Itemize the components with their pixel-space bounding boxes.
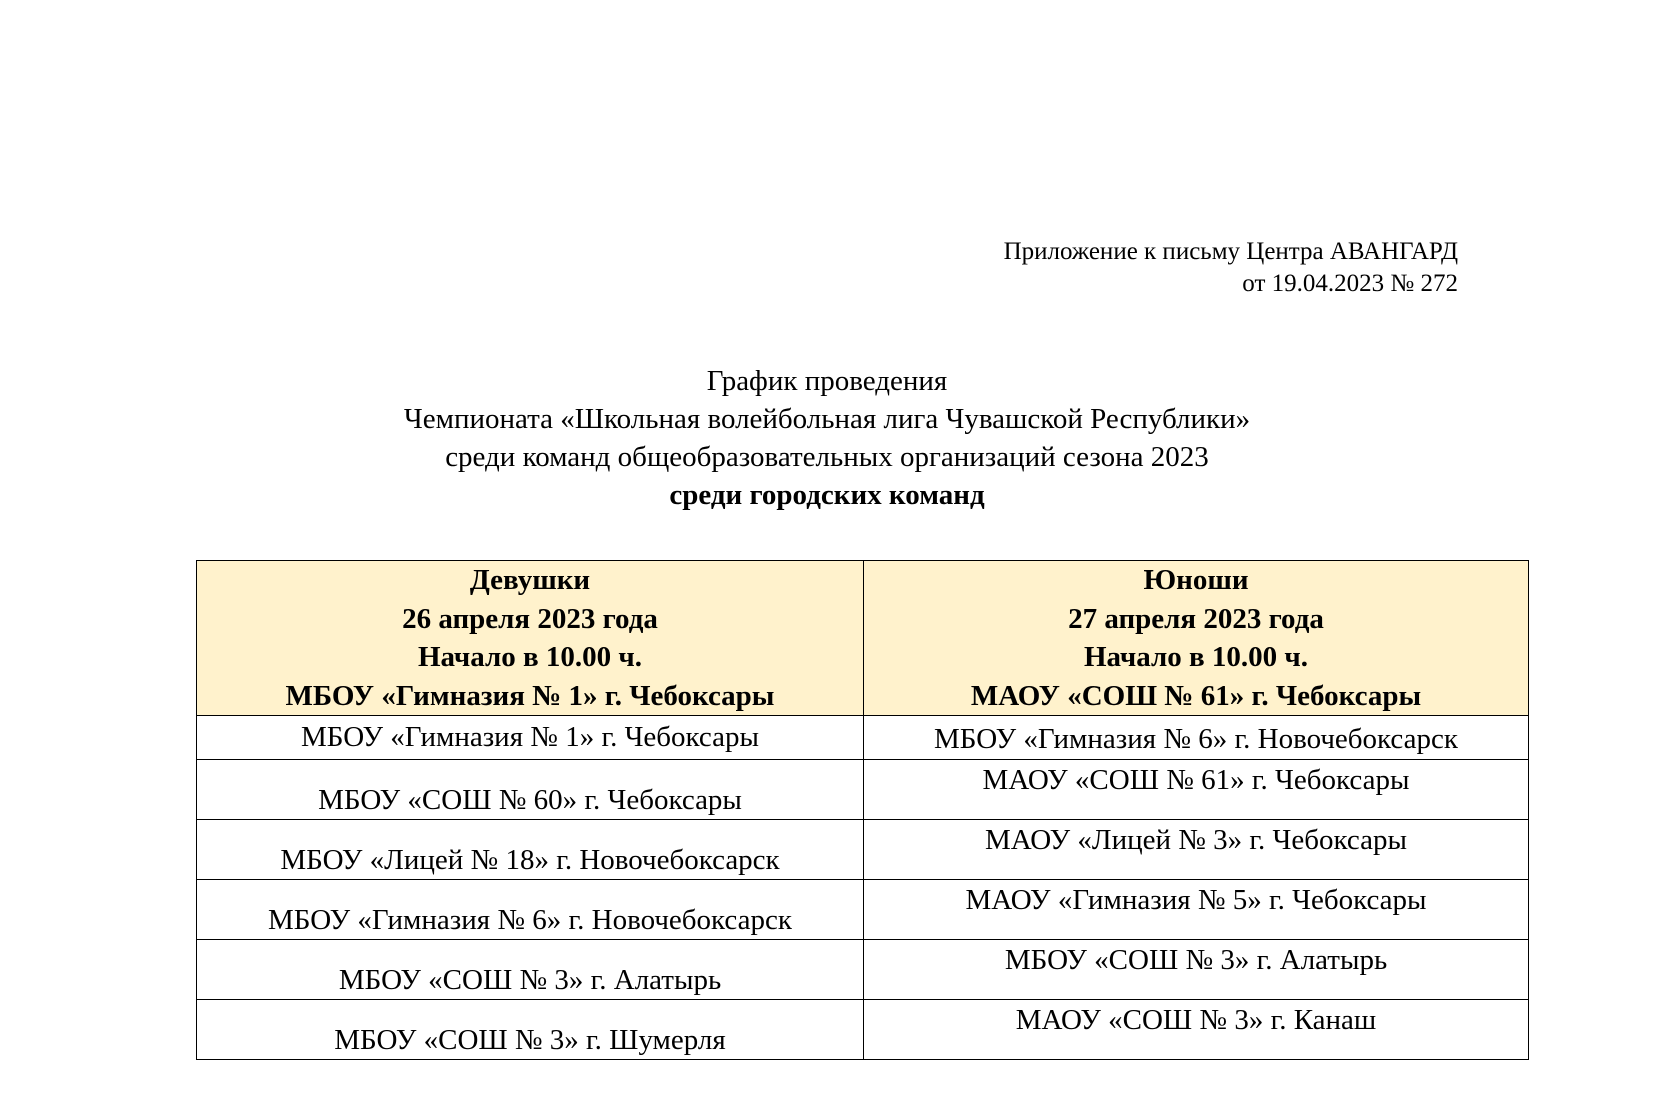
boys-header <box>864 561 1529 716</box>
boys-team-cell: МАОУ «Гимназия № 5» г. Чебоксары <box>864 880 1529 940</box>
boys-team-cell: МБОУ «СОШ № 3» г. Алатырь <box>864 940 1529 1000</box>
appendix-line-2: от 19.04.2023 № 272 <box>1242 270 1458 297</box>
girls-team-cell: МБОУ «Гимназия № 1» г. Чебоксары <box>197 716 864 760</box>
girls-team-cell: МБОУ «Гимназия № 6» г. Новочебоксарск <box>197 880 864 940</box>
heading-line-2: Чемпионата «Школьная волейбольная лига Чувашской Республики» <box>403 403 1251 435</box>
girls-team-cell: МБОУ «СОШ № 3» г. Алатырь <box>197 940 864 1000</box>
heading-line-3: среди команд общеобразовательных организаций сезона 2023 <box>445 441 1209 473</box>
schedule-table <box>196 560 1529 1060</box>
table-header-row <box>197 561 1529 716</box>
boys-venue: МАОУ «СОШ № 61» г. Чебоксары <box>970 679 1422 712</box>
boys-date: 27 апреля 2023 года <box>1068 602 1324 635</box>
table-row <box>197 716 1529 760</box>
girls-start: Начало в 10.00 ч. <box>417 641 643 673</box>
girls-date: 26 апреля 2023 года <box>402 602 658 635</box>
appendix-line-1: Приложение к письму Центра АВАНГАРД <box>1003 238 1458 265</box>
table-row <box>197 1000 1529 1060</box>
boys-title: Юноши <box>1143 564 1249 596</box>
table-row <box>197 760 1529 820</box>
boys-team-cell: МАОУ «СОШ № 61» г. Чебоксары <box>864 760 1529 820</box>
table-row <box>197 940 1529 1000</box>
girls-team-cell: МБОУ «Лицей № 18» г. Новочебоксарск <box>197 820 864 880</box>
boys-team-cell: МАОУ «Лицей № 3» г. Чебоксары <box>864 820 1529 880</box>
table-row <box>197 880 1529 940</box>
appendix-note <box>1004 236 1458 300</box>
girls-team-cell: МБОУ «СОШ № 3» г. Шумерля <box>197 1000 864 1060</box>
girls-team-cell: МБОУ «СОШ № 60» г. Чебоксары <box>197 760 864 820</box>
table-row <box>197 820 1529 880</box>
boys-team-cell: МАОУ «СОШ № 3» г. Канаш <box>864 1000 1529 1060</box>
heading-line-4: среди городских команд <box>669 479 985 511</box>
boys-start: Начало в 10.00 ч. <box>1083 641 1309 673</box>
girls-title: Девушки <box>469 564 591 596</box>
document-heading <box>0 362 1654 514</box>
girls-venue: МБОУ «Гимназия № 1» г. Чебоксары <box>285 679 775 712</box>
boys-team-cell: МБОУ «Гимназия № 6» г. Новочебоксарск <box>864 716 1529 760</box>
girls-header <box>197 561 864 716</box>
heading-line-1: График проведения <box>706 365 948 397</box>
